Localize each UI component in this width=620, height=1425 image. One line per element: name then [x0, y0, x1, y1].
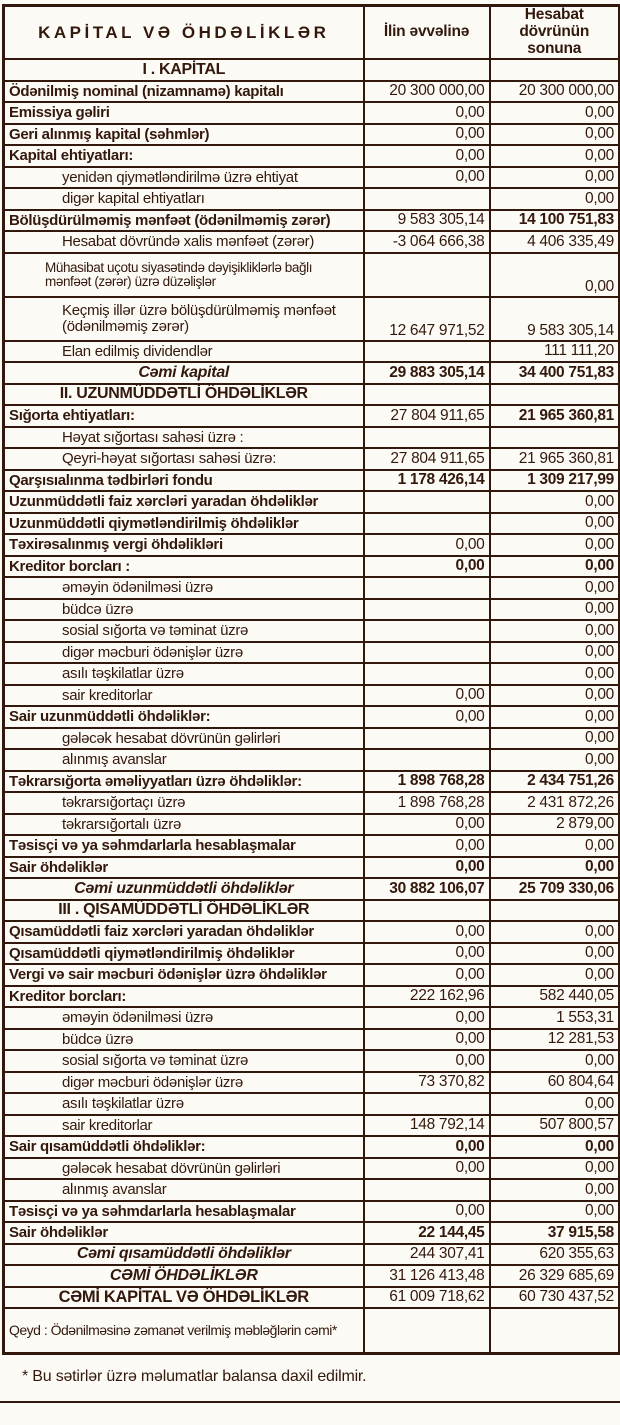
value-end-of-period: 0,00 [490, 1093, 620, 1115]
value-end-of-period: 0,00 [490, 1158, 620, 1180]
value-end-of-period: 2 431 872,26 [490, 792, 620, 814]
value-start-of-year [364, 341, 490, 363]
table-row [4, 1287, 620, 1309]
balance-table-body [4, 6, 620, 1354]
row-label: Təsisçi və ya səhmdarlarla hesablaşmalar [4, 1201, 364, 1223]
bottom-divider [0, 1401, 620, 1403]
table-row [4, 1007, 620, 1029]
value-start-of-year: 0,00 [364, 835, 490, 857]
table-title: KAPİTAL VƏ ÖHDƏLİKLƏR [4, 6, 364, 60]
value-end-of-period: 2 434 751,26 [490, 771, 620, 793]
value-start-of-year: 0,00 [364, 534, 490, 556]
row-label: CƏMİ KAPİTAL VƏ ÖHDƏLİKLƏR [4, 1287, 364, 1309]
value-end-of-period: 60 804,64 [490, 1072, 620, 1094]
value-end-of-period: 9 583 305,14 [490, 297, 620, 341]
table-row [4, 1201, 620, 1223]
table-row [4, 124, 620, 146]
value-end-of-period: 0,00 [490, 728, 620, 750]
row-label: Qeyri-həyat sığortası sahəsi üzrə: [4, 448, 364, 470]
table-row [4, 921, 620, 943]
table-row [4, 167, 620, 189]
table-row [4, 231, 620, 253]
table-row [4, 1158, 620, 1180]
value-start-of-year [364, 620, 490, 642]
value-end-of-period: 0,00 [490, 1201, 620, 1223]
row-label: sair kreditorlar [4, 685, 364, 707]
row-label: Cəmi qısamüddətli öhdəliklər [4, 1244, 364, 1266]
table-row [4, 728, 620, 750]
value-start-of-year [364, 188, 490, 210]
value-end-of-period: 111 111,20 [490, 341, 620, 363]
value-start-of-year: 0,00 [364, 1158, 490, 1180]
column-header-start-of-year: İlin əvvəlinə [364, 6, 490, 60]
value-end-of-period: 1 309 217,99 [490, 470, 620, 492]
value-end-of-period: 2 879,00 [490, 814, 620, 836]
table-row [4, 534, 620, 556]
table-row [4, 188, 620, 210]
table-row [4, 1308, 620, 1354]
value-end-of-period: 0,00 [490, 253, 620, 297]
row-label: sosial sığorta və təminat üzrə [4, 1050, 364, 1072]
value-end-of-period [490, 384, 620, 406]
table-row [4, 814, 620, 836]
value-end-of-period: 0,00 [490, 1050, 620, 1072]
table-row [4, 792, 620, 814]
row-label: I . KAPİTAL [4, 59, 364, 81]
value-end-of-period: 0,00 [490, 599, 620, 621]
table-row [4, 102, 620, 124]
row-label: Elan edilmiş dividendlər [4, 341, 364, 363]
table-row [4, 556, 620, 578]
value-start-of-year: 0,00 [364, 167, 490, 189]
section-row [4, 59, 620, 81]
table-row [4, 341, 620, 363]
value-end-of-period: 1 553,31 [490, 1007, 620, 1029]
value-start-of-year: 30 882 106,07 [364, 878, 490, 900]
value-start-of-year [364, 1308, 490, 1354]
value-end-of-period: 0,00 [490, 857, 620, 879]
value-end-of-period: 0,00 [490, 921, 620, 943]
value-end-of-period: 0,00 [490, 706, 620, 728]
table-row [4, 1222, 620, 1244]
value-end-of-period: 4 406 335,49 [490, 231, 620, 253]
value-start-of-year: 0,00 [364, 1007, 490, 1029]
row-label: Bölüşdürülməmiş mənfəət (ödənilməmiş zərər) [4, 210, 364, 232]
row-label: Qarşısıalınma tədbirləri fondu [4, 470, 364, 492]
table-row [4, 1179, 620, 1201]
row-label: Vergi və sair məcburi ödənişlər üzrə öhdəliklər [4, 964, 364, 986]
row-label: CƏMİ ÖHDƏLİKLƏR [4, 1265, 364, 1287]
value-start-of-year: 27 804 911,65 [364, 448, 490, 470]
table-row [4, 1029, 620, 1051]
table-row [4, 749, 620, 771]
table-row [4, 491, 620, 513]
value-end-of-period: 60 730 437,52 [490, 1287, 620, 1309]
table-row [4, 642, 620, 664]
row-label: alınmış avanslar [4, 1179, 364, 1201]
row-label: digər məcburi ödənişlər üzrə [4, 642, 364, 664]
value-end-of-period: 0,00 [490, 167, 620, 189]
table-row [4, 1265, 620, 1287]
row-label: Təkrarsığorta əməliyyatları üzrə öhdəliklər: [4, 771, 364, 793]
table-row [4, 1244, 620, 1266]
value-end-of-period: 0,00 [490, 943, 620, 965]
table-row [4, 1136, 620, 1158]
row-label: Uzunmüddətli qiymətləndirilmiş öhdəliklər [4, 513, 364, 535]
row-label: II. UZUNMÜDDƏTLİ ÖHDƏLİKLƏR [4, 384, 364, 406]
value-start-of-year [364, 728, 490, 750]
row-label: Qeyd : Ödənilməsinə zəmanət verilmiş məbləğlərin cəmi* [4, 1308, 364, 1354]
value-end-of-period: 0,00 [490, 188, 620, 210]
value-end-of-period: 0,00 [490, 642, 620, 664]
section-row [4, 384, 620, 406]
value-start-of-year [364, 59, 490, 81]
value-end-of-period: 0,00 [490, 102, 620, 124]
value-start-of-year: 0,00 [364, 706, 490, 728]
value-end-of-period: 0,00 [490, 556, 620, 578]
row-label: Keçmiş illər üzrə bölüşdürülməmiş mənfəət (ödənilməmiş zərər) [4, 297, 364, 341]
table-row [4, 706, 620, 728]
value-end-of-period: 34 400 751,83 [490, 362, 620, 384]
value-start-of-year: 0,00 [364, 964, 490, 986]
row-label: Ödənilmiş nominal (nizamnamə) kapitalı [4, 81, 364, 103]
value-end-of-period: 582 440,05 [490, 986, 620, 1008]
value-start-of-year: 27 804 911,65 [364, 405, 490, 427]
value-start-of-year: 31 126 413,48 [364, 1265, 490, 1287]
row-label: əməyin ödənilməsi üzrə [4, 577, 364, 599]
value-start-of-year [364, 491, 490, 513]
value-end-of-period: 0,00 [490, 749, 620, 771]
value-end-of-period [490, 900, 620, 922]
row-label: əməyin ödənilməsi üzrə [4, 1007, 364, 1029]
row-label: asılı təşkilatlar üzrə [4, 663, 364, 685]
value-start-of-year: 0,00 [364, 124, 490, 146]
value-end-of-period: 21 965 360,81 [490, 405, 620, 427]
row-label: Sığorta ehtiyatları: [4, 405, 364, 427]
row-label: Həyat sığortası sahəsi üzrə : [4, 427, 364, 449]
value-end-of-period: 25 709 330,06 [490, 878, 620, 900]
table-row [4, 470, 620, 492]
value-end-of-period: 0,00 [490, 1136, 620, 1158]
table-row [4, 145, 620, 167]
table-row [4, 1072, 620, 1094]
value-end-of-period: 0,00 [490, 835, 620, 857]
value-start-of-year: 244 307,41 [364, 1244, 490, 1266]
value-start-of-year [364, 253, 490, 297]
value-start-of-year: 0,00 [364, 1050, 490, 1072]
value-start-of-year: 0,00 [364, 102, 490, 124]
value-start-of-year: -3 064 666,38 [364, 231, 490, 253]
value-end-of-period: 37 915,58 [490, 1222, 620, 1244]
value-start-of-year: 61 009 718,62 [364, 1287, 490, 1309]
table-row [4, 81, 620, 103]
table-row [4, 878, 620, 900]
row-label: Uzunmüddətli faiz xərcləri yaradan öhdəliklər [4, 491, 364, 513]
table-row [4, 448, 620, 470]
column-header-end-of-period: Hesabat dövrünün sonuna [490, 6, 620, 60]
value-start-of-year [364, 1093, 490, 1115]
table-row [4, 599, 620, 621]
row-label: Sair öhdəliklər [4, 857, 364, 879]
row-label: digər kapital ehtiyatları [4, 188, 364, 210]
value-start-of-year: 0,00 [364, 921, 490, 943]
value-end-of-period: 0,00 [490, 513, 620, 535]
row-label: büdcə üzrə [4, 1029, 364, 1051]
row-label: III . QISAMÜDDƏTLİ ÖHDƏLİKLƏR [4, 900, 364, 922]
row-label: Kapital ehtiyatları: [4, 145, 364, 167]
value-end-of-period [490, 427, 620, 449]
row-label: Cəmi kapital [4, 362, 364, 384]
row-label: büdcə üzrə [4, 599, 364, 621]
value-start-of-year: 22 144,45 [364, 1222, 490, 1244]
value-start-of-year: 0,00 [364, 1201, 490, 1223]
row-label: Geri alınmış kapital (səhmlər) [4, 124, 364, 146]
value-start-of-year: 222 162,96 [364, 986, 490, 1008]
value-start-of-year: 1 178 426,14 [364, 470, 490, 492]
value-end-of-period: 0,00 [490, 577, 620, 599]
row-label: Kreditor borcları : [4, 556, 364, 578]
table-row [4, 513, 620, 535]
row-label: Sair qısamüddətli öhdəliklər: [4, 1136, 364, 1158]
value-end-of-period: 507 800,57 [490, 1115, 620, 1137]
row-label: Sair öhdəliklər [4, 1222, 364, 1244]
row-label: sosial sığorta və təminat üzrə [4, 620, 364, 642]
row-label: Kreditor borcları: [4, 986, 364, 1008]
value-start-of-year: 0,00 [364, 556, 490, 578]
value-start-of-year [364, 642, 490, 664]
table-row [4, 427, 620, 449]
row-label: Sair uzunmüddətli öhdəliklər: [4, 706, 364, 728]
value-start-of-year [364, 384, 490, 406]
value-start-of-year [364, 749, 490, 771]
footnote: * Bu sətirlər üzrə məlumatlar balansa daxil edilmir. [22, 1368, 367, 1385]
table-row [4, 685, 620, 707]
table-header-row [4, 6, 620, 60]
table-row [4, 986, 620, 1008]
row-label: təkrarsığortalı üzrə [4, 814, 364, 836]
value-start-of-year: 0,00 [364, 1029, 490, 1051]
value-start-of-year [364, 427, 490, 449]
row-label: alınmış avanslar [4, 749, 364, 771]
value-start-of-year: 1 898 768,28 [364, 771, 490, 793]
table-row [4, 1093, 620, 1115]
row-label: yenidən qiymətləndirilmə üzrə ehtiyat [4, 167, 364, 189]
value-start-of-year: 12 647 971,52 [364, 297, 490, 341]
row-label: Mühasibat uçotu siyasətində dəyişikliklərlə bağlı mənfəət (zərər) üzrə düzəlişlər [4, 253, 364, 297]
value-start-of-year [364, 663, 490, 685]
row-label: Cəmi uzunmüddətli öhdəliklər [4, 878, 364, 900]
table-row [4, 577, 620, 599]
row-label: Emissiya gəliri [4, 102, 364, 124]
row-label: Təxirəsalınmış vergi öhdəlikləri [4, 534, 364, 556]
value-start-of-year [364, 599, 490, 621]
table-row [4, 1115, 620, 1137]
section-row [4, 900, 620, 922]
value-end-of-period: 20 300 000,00 [490, 81, 620, 103]
table-row [4, 835, 620, 857]
value-end-of-period [490, 59, 620, 81]
value-end-of-period: 0,00 [490, 491, 620, 513]
value-start-of-year: 0,00 [364, 814, 490, 836]
value-end-of-period: 0,00 [490, 1179, 620, 1201]
value-start-of-year [364, 1179, 490, 1201]
value-start-of-year: 0,00 [364, 943, 490, 965]
value-end-of-period: 0,00 [490, 620, 620, 642]
value-start-of-year: 20 300 000,00 [364, 81, 490, 103]
value-start-of-year [364, 900, 490, 922]
row-label: gələcək hesabat dövrünün gəlirləri [4, 1158, 364, 1180]
value-end-of-period: 0,00 [490, 145, 620, 167]
table-row [4, 405, 620, 427]
value-end-of-period: 0,00 [490, 124, 620, 146]
value-start-of-year: 148 792,14 [364, 1115, 490, 1137]
row-label: Təsisçi və ya səhmdarlarla hesablaşmalar [4, 835, 364, 857]
value-end-of-period: 21 965 360,81 [490, 448, 620, 470]
row-label: asılı təşkilatlar üzrə [4, 1093, 364, 1115]
balance-sheet-table [2, 4, 620, 1355]
row-label: Qısamüddətli faiz xərcləri yaradan öhdəliklər [4, 921, 364, 943]
table-row [4, 620, 620, 642]
value-start-of-year: 73 370,82 [364, 1072, 490, 1094]
value-start-of-year: 29 883 305,14 [364, 362, 490, 384]
table-row [4, 943, 620, 965]
table-row [4, 771, 620, 793]
row-label: sair kreditorlar [4, 1115, 364, 1137]
table-row [4, 210, 620, 232]
row-label: təkrarsığortaçı üzrə [4, 792, 364, 814]
value-end-of-period: 12 281,53 [490, 1029, 620, 1051]
value-end-of-period: 0,00 [490, 964, 620, 986]
value-end-of-period: 0,00 [490, 685, 620, 707]
table-row [4, 297, 620, 341]
row-label: Qısamüddətli qiymətləndirilmiş öhdəliklər [4, 943, 364, 965]
value-start-of-year: 1 898 768,28 [364, 792, 490, 814]
table-row [4, 964, 620, 986]
value-end-of-period [490, 1308, 620, 1354]
value-start-of-year [364, 513, 490, 535]
table-row [4, 1050, 620, 1072]
row-label: Hesabat dövründə xalis mənfəət (zərər) [4, 231, 364, 253]
table-row [4, 253, 620, 297]
value-end-of-period: 26 329 685,69 [490, 1265, 620, 1287]
value-start-of-year: 0,00 [364, 857, 490, 879]
value-start-of-year: 9 583 305,14 [364, 210, 490, 232]
value-start-of-year: 0,00 [364, 685, 490, 707]
table-row [4, 362, 620, 384]
value-start-of-year: 0,00 [364, 145, 490, 167]
value-start-of-year: 0,00 [364, 1136, 490, 1158]
value-end-of-period: 0,00 [490, 663, 620, 685]
value-start-of-year [364, 577, 490, 599]
value-end-of-period: 620 355,63 [490, 1244, 620, 1266]
row-label: gələcək hesabat dövrünün gəlirləri [4, 728, 364, 750]
value-end-of-period: 14 100 751,83 [490, 210, 620, 232]
value-end-of-period: 0,00 [490, 534, 620, 556]
table-row [4, 857, 620, 879]
table-row [4, 663, 620, 685]
row-label: digər məcburi ödənişlər üzrə [4, 1072, 364, 1094]
